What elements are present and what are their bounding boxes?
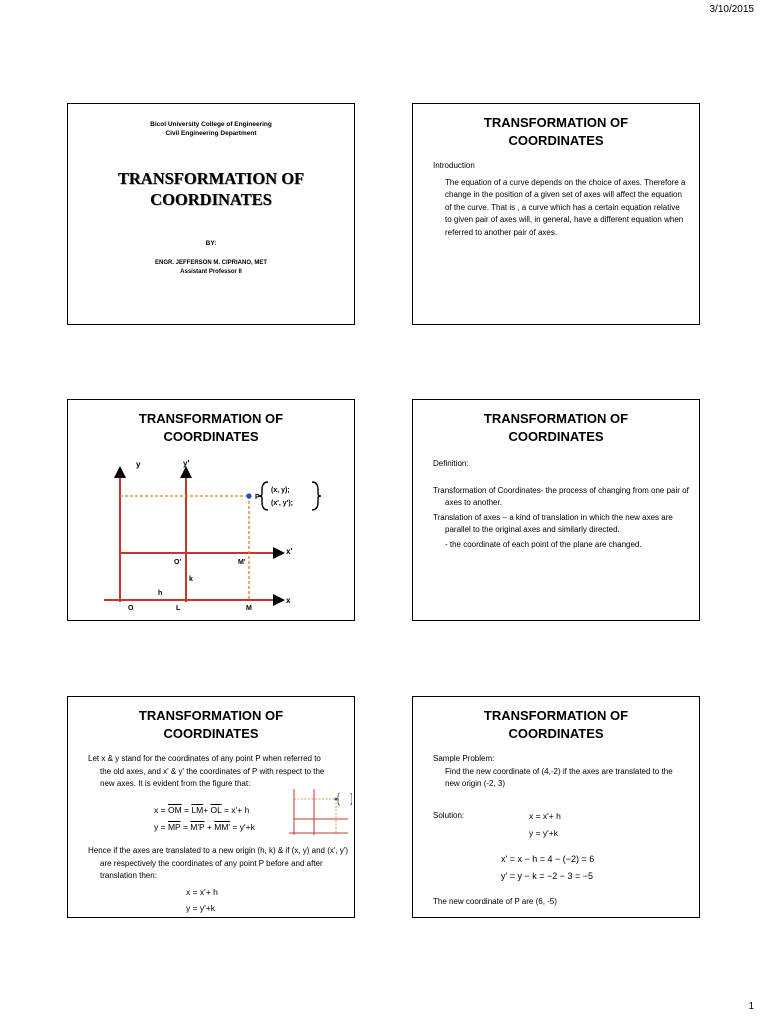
- slide-title: [413, 410, 699, 446]
- slide-title-line1: TRANSFORMATION OF: [138, 708, 284, 723]
- equation-x: $x = \overline{OM} = \overline{LM}+ \overline{OL} = x'+ h$: [154, 805, 250, 815]
- problem-heading: Sample Problem:: [433, 754, 495, 763]
- answer: The new coordinate of P are (6, -5): [433, 897, 557, 906]
- final-equation-y: y = y'+k: [186, 903, 216, 913]
- solution-label: Solution:: [433, 811, 465, 820]
- intro-content: [433, 160, 688, 239]
- left-brace: [259, 482, 268, 510]
- label-m: M: [246, 605, 252, 612]
- cover-title-line1: TRANSFORMATION OF: [117, 169, 305, 188]
- solution-eq-x: x = x'+ h: [529, 811, 561, 821]
- label-h: h: [158, 590, 163, 597]
- intro-heading: Introduction: [433, 161, 475, 170]
- date-header: 3/10/2015: [709, 4, 754, 15]
- slide-title: [413, 707, 699, 743]
- label-k: k: [189, 576, 193, 583]
- label-p: P: [255, 494, 260, 501]
- definition-para3: - the coordinate of each point of the plane are changed.: [445, 539, 642, 549]
- final-equation-x: x = x'+ h: [186, 887, 218, 897]
- slide-title-line2: COORDINATES: [508, 429, 604, 444]
- mini-axes-diagram: [286, 785, 352, 839]
- slide-title-line2: COORDINATES: [508, 133, 604, 148]
- axes-translation-diagram: [68, 450, 354, 620]
- label-coord-xy-prime: (x', y');: [271, 500, 293, 507]
- intro-paragraph: The equation of a curve depends on the choice of axes. Therefore a change in the position of a given set of axes will affect the equation of the curve. That is , a curve which has a certain equation relative to given pair of axes will, in general, have a different equation when referred to another pair of axes.: [445, 177, 686, 237]
- institution-name: Bicol University College of Engineering: [150, 121, 272, 128]
- label-m-prime: M': [238, 559, 246, 566]
- slide-diagram: [67, 399, 355, 621]
- point-p: [246, 493, 251, 498]
- slide-title-line1: TRANSFORMATION OF: [483, 411, 629, 426]
- slide-title-line2: COORDINATES: [163, 429, 259, 444]
- author-name: ENGR. JEFFERSON M. CIPRIANO, MET: [154, 260, 267, 266]
- slide-title: [68, 410, 354, 446]
- cover-title: [68, 168, 354, 210]
- label-o-prime: O': [174, 559, 182, 566]
- calculation-y: y' = y − k = −2 − 3 = −5: [501, 871, 594, 881]
- problem-statement: Find the new coordinate of (4,-2) if the axes are translated to the new origin (-2, 3): [445, 766, 673, 788]
- calculation-x: x' = x − h = 4 − (−2) = 6: [501, 854, 595, 864]
- cover-title-line2: COORDINATES: [150, 190, 272, 209]
- equation-y: $y = \overline{MP} = M'P + MM' = y'+k$: [154, 822, 255, 832]
- definition-content: [433, 458, 691, 551]
- label-y-prime: y': [183, 459, 190, 468]
- slide-title: [413, 114, 699, 150]
- right-brace: [312, 482, 321, 510]
- label-o: O: [128, 605, 134, 612]
- definition-para2: Translation of axes – a kind of translation in which the new axes are parallel to the original axes and similarly directed.: [433, 512, 673, 534]
- slide-title: [68, 707, 354, 743]
- slide-derivation: [67, 696, 355, 918]
- slide-title-line2: COORDINATES: [508, 726, 604, 741]
- solution-eq-y: y = y'+k: [529, 828, 559, 838]
- label-x: x: [286, 596, 291, 605]
- label-y: y: [136, 460, 141, 469]
- slide-definition: [412, 399, 700, 621]
- label-x-prime: x': [286, 547, 293, 556]
- author-block: [68, 259, 354, 277]
- slide-sample-problem: [412, 696, 700, 918]
- problem-content: [433, 753, 688, 791]
- slide-cover: [67, 103, 355, 325]
- slide-title-line2: COORDINATES: [163, 726, 259, 741]
- slide-title-line1: TRANSFORMATION OF: [483, 115, 629, 130]
- page-number: 1: [748, 1001, 754, 1012]
- derivation-para2: Hence if the axes are translated to a new origin (h, k) & if (x, y) and (x', y') are respectively the coordinates of any point P before and after translation then:: [88, 846, 349, 880]
- institution-block: [68, 120, 354, 138]
- definition-heading: Definition:: [433, 459, 469, 468]
- label-l: L: [176, 605, 181, 612]
- slide-introduction: [412, 103, 700, 325]
- department-name: Civil Engineering Department: [165, 130, 257, 137]
- slide-title-line1: TRANSFORMATION OF: [483, 708, 629, 723]
- definition-para1: Transformation of Coordinates- the process of changing from one pair of axes to another.: [433, 485, 689, 507]
- by-label: BY:: [205, 240, 217, 247]
- derivation-para1: Let x & y stand for the coordinates of any point P when referred to the old axes, and x' & y' the coordinates of P with respect to the new axes. It is evident from the figure that:: [88, 754, 325, 788]
- label-coord-xy: (x, y);: [271, 487, 290, 494]
- author-position: Assistant Professor II: [180, 269, 242, 275]
- slide-title-line1: TRANSFORMATION OF: [138, 411, 284, 426]
